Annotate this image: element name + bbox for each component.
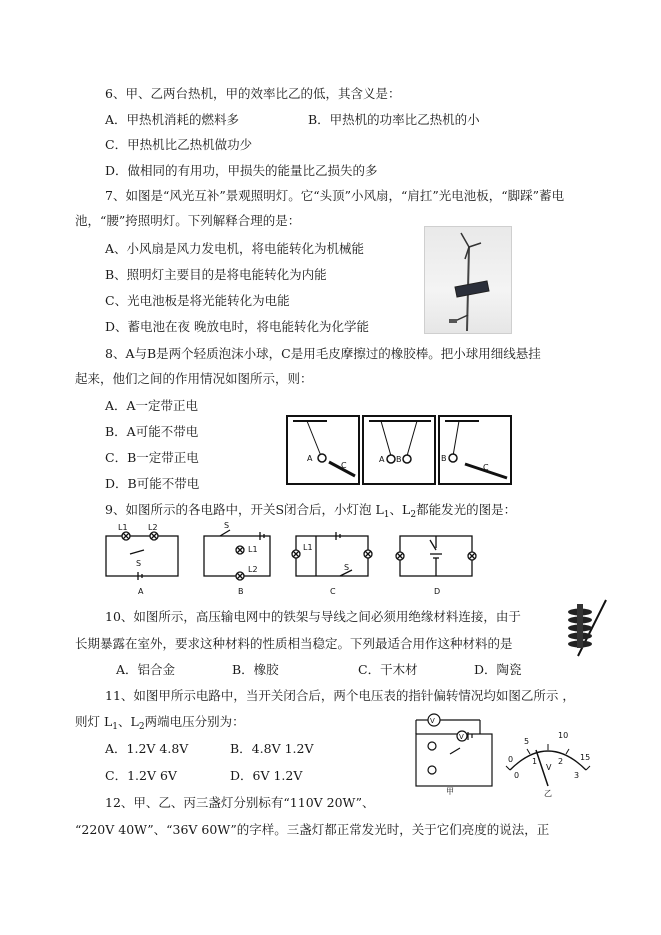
q7-stem-line1: 7、如图是“风光互补”景观照明灯。它“头顶”小风扇，“肩扛”光电池板，“脚踩”蓄电 bbox=[105, 188, 565, 203]
q11-stem-line1: 11、如图甲所示电路中，当开关闭合后，两个电压表的指针偏转情况均如图乙所示 ， bbox=[105, 688, 575, 703]
q11-option-b: B．4.8V 1.2V bbox=[230, 741, 314, 756]
q11-option-c: C．1.2V 6V bbox=[105, 768, 177, 783]
q10-stem-line2: 长期暴露在室外，要求这种材料的性质相当稳定。下列最适合用作这种材料的是 bbox=[75, 636, 513, 651]
q12-stem-line1: 12、甲、乙、丙三盏灯分别标有“110V 20W”、 bbox=[105, 795, 375, 810]
meter-small-2: 2 bbox=[558, 757, 564, 766]
meter-small-1: 1 bbox=[532, 757, 538, 766]
q6-option-c: C．甲热机比乙热机做功少 bbox=[105, 137, 253, 152]
fig-label-c1: C bbox=[341, 461, 347, 470]
q11-stem-line2: 则灯 $L_1$、$L_2$两端电压分别为： bbox=[75, 714, 245, 732]
q8-option-a: A．A一定带正电 bbox=[105, 398, 199, 413]
q9-a-label: A bbox=[138, 587, 144, 596]
q9-c-s-label: S bbox=[344, 563, 350, 572]
q10-option-d: D．陶瓷 bbox=[474, 662, 522, 677]
q9-b-l2-label: L2 bbox=[248, 565, 258, 574]
q6-stem: 6、甲、乙两台热机，甲的效率比乙的低，其含义是： bbox=[105, 86, 401, 101]
meter-small-3: 3 bbox=[574, 771, 580, 780]
q8-stem-line1: 8、A与B是两个轻质泡沫小球，C是用毛皮摩擦过的橡胶棒。把小球用细线悬挂 bbox=[105, 346, 541, 361]
q7-option-d: D、蓄电池在夜 晚放电时，将电能转化为化学能 bbox=[105, 319, 369, 334]
q8-option-c: C．B一定带正电 bbox=[105, 450, 199, 465]
q9-d-label: D bbox=[434, 587, 441, 596]
q6-option-a: A．甲热机消耗的燃料多 bbox=[105, 112, 240, 127]
q11-yi-caption: 乙 bbox=[544, 789, 552, 798]
q8-option-b: B．A可能不带电 bbox=[105, 424, 199, 439]
charged-balls-figure bbox=[285, 414, 533, 486]
voltmeter-v1-label: V bbox=[430, 717, 435, 725]
q9-b-s-label: S bbox=[224, 521, 230, 530]
q7-stem-line2: 池，“腰”挎照明灯。下列解释合理的是： bbox=[75, 213, 301, 228]
q9-b-label: B bbox=[238, 587, 244, 596]
fig-label-c3: C bbox=[483, 463, 489, 472]
q9-circuits-figure bbox=[100, 520, 490, 596]
q11-option-a: A．1.2V 4.8V bbox=[105, 741, 189, 756]
q11-option-d: D．6V 1.2V bbox=[230, 768, 303, 783]
q10-option-a: A．铝合金 bbox=[116, 662, 176, 677]
insulator-figure bbox=[566, 594, 614, 658]
fig-label-a2: A bbox=[379, 455, 385, 464]
voltmeter-v2-label: V bbox=[459, 733, 464, 741]
q8-stem-line2: 起来，他们之间的作用情况如图所示，则： bbox=[75, 371, 313, 386]
q12-stem-line2: “220V 40W”、“36V 60W”的字样。三盏灯都正常发光时，关于它们亮度的说法，正 bbox=[75, 822, 550, 837]
meter-tick-15: 15 bbox=[580, 753, 591, 762]
meter-unit: V bbox=[546, 763, 552, 772]
meter-tick-0: 0 bbox=[508, 755, 514, 764]
q9-c-label: C bbox=[330, 587, 336, 596]
fig-label-a1: A bbox=[307, 454, 313, 463]
meter-tick-10: 10 bbox=[558, 731, 569, 740]
q7-option-c: C、光电池板是将光能转化为电能 bbox=[105, 293, 290, 308]
q11-jia-caption: 甲 bbox=[446, 787, 454, 796]
q9-stem: 9、如图所示的各电路中，开关S闭合后，小灯泡 $L_1$、$L_2$都能发光的图是： bbox=[105, 502, 517, 520]
q6-option-d: D．做相同的有用功，甲损失的能量比乙损失的多 bbox=[105, 163, 378, 178]
q10-option-b: B．橡胶 bbox=[232, 662, 279, 677]
q8-option-d: D．B可能不带电 bbox=[105, 476, 200, 491]
q9-a-l1-label: L1 bbox=[118, 523, 128, 532]
fig-label-b3: B bbox=[441, 454, 447, 463]
q6-option-b: B．甲热机的功率比乙热机的小 bbox=[308, 112, 480, 127]
q10-option-c: C．干木材 bbox=[358, 662, 418, 677]
meter-small-0: 0 bbox=[514, 771, 520, 780]
q7-option-b: B、照明灯主要目的是将电能转化为内能 bbox=[105, 267, 327, 282]
q11-voltmeter-yi bbox=[500, 722, 596, 798]
q9-c-l1-label: L1 bbox=[303, 543, 313, 552]
q10-stem-line1: 10、如图所示，高压输电网中的铁架与导线之间必须用绝缘材料连接，由于 bbox=[105, 609, 521, 624]
q7-option-a: A、小风扇是风力发电机，将电能转化为机械能 bbox=[105, 241, 365, 256]
q9-b-l1-label: L1 bbox=[248, 545, 258, 554]
q9-a-s-label: S bbox=[136, 559, 142, 568]
q9-a-l2-label: L2 bbox=[148, 523, 158, 532]
wind-solar-lamp-photo bbox=[424, 226, 512, 334]
meter-tick-5: 5 bbox=[524, 737, 530, 746]
q11-circuit-jia bbox=[410, 710, 498, 796]
fig-label-b2: B bbox=[396, 455, 402, 464]
